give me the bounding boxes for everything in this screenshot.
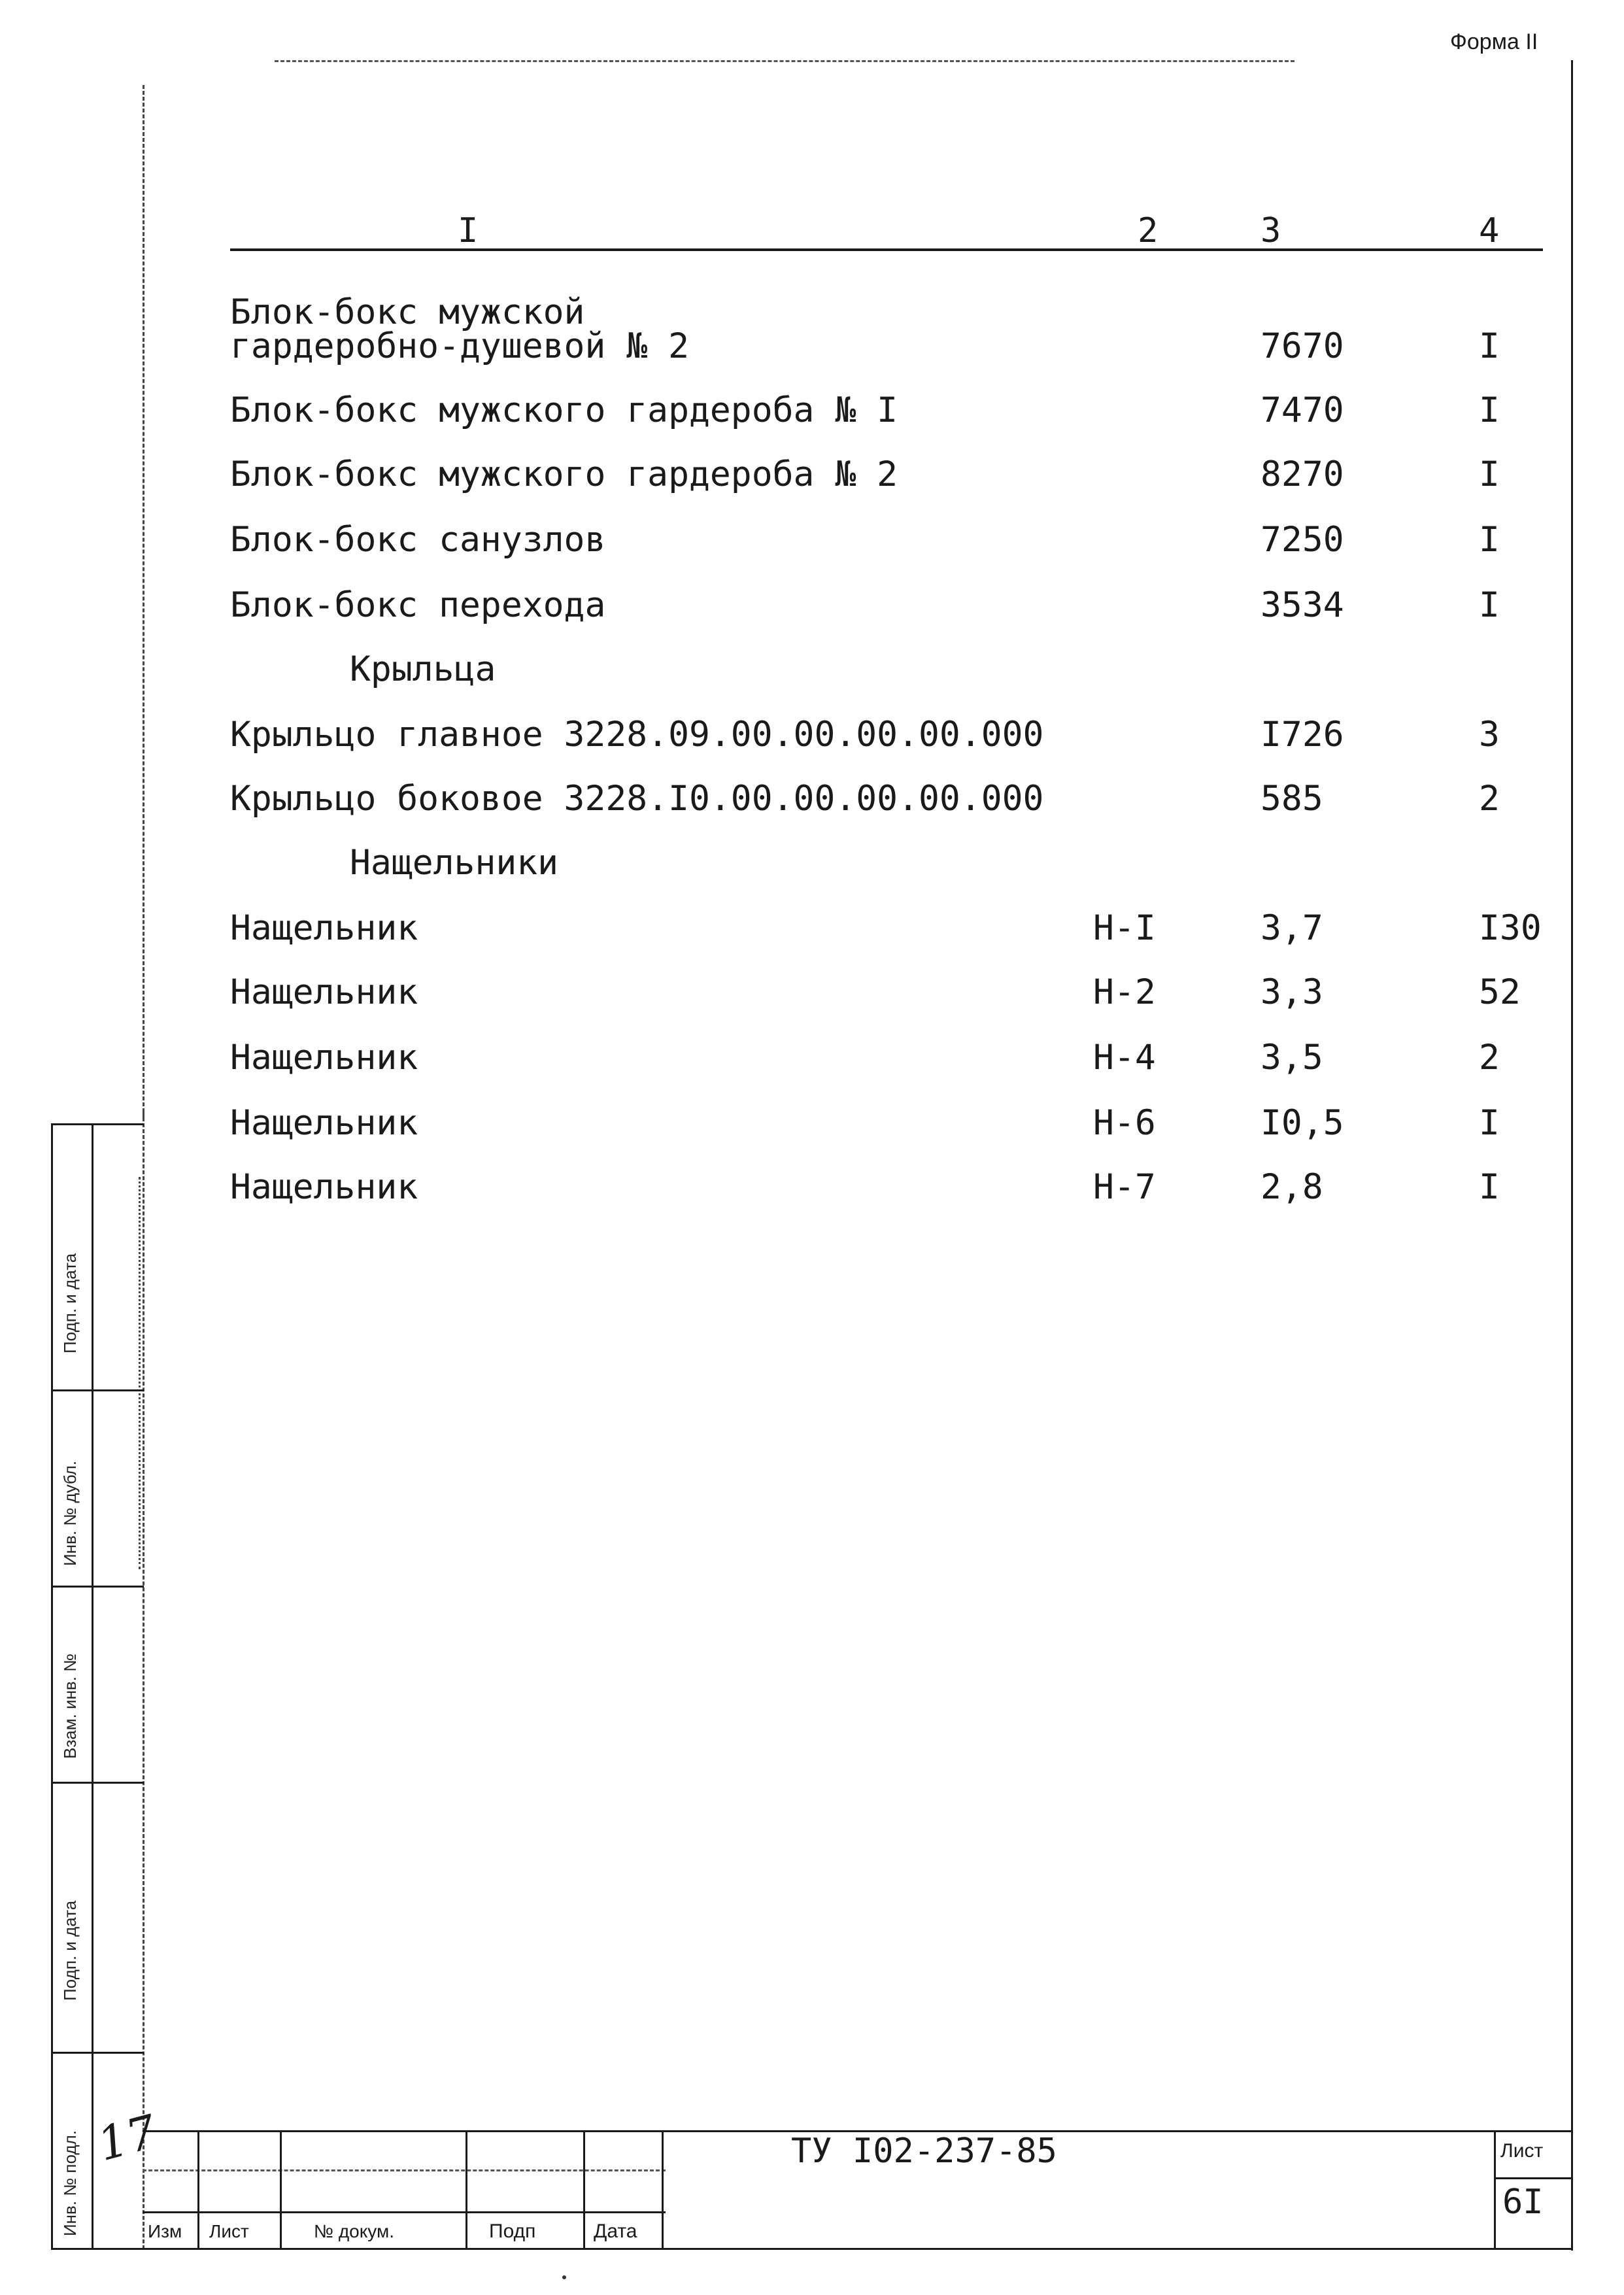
side-stamp-divider	[51, 1123, 144, 1125]
row-mark: Н-7	[1093, 1167, 1156, 1207]
sheet-number: 6I	[1502, 2183, 1544, 2222]
row-name: Нащельник	[230, 972, 418, 1012]
form-label: Форма II	[1450, 29, 1538, 54]
row-qty: 52	[1479, 972, 1521, 1012]
title-block-col-sep	[583, 2130, 585, 2248]
row-qty: I	[1479, 520, 1500, 560]
row-mass: 7470	[1260, 390, 1344, 430]
row-qty: I	[1479, 454, 1500, 494]
row-name: Нащельник	[230, 1167, 418, 1207]
sheet-label: Лист	[1500, 2140, 1544, 2162]
row-mark: Н-2	[1093, 972, 1156, 1012]
col-label-change: Изм	[148, 2221, 182, 2241]
sheet-cell-rule	[1494, 2177, 1572, 2179]
title-block-col-sep	[1494, 2130, 1496, 2248]
side-label-dup-inv: Инв. № дубл.	[60, 1460, 80, 1566]
section-heading: Крыльца	[350, 649, 496, 689]
row-mass: 7670	[1260, 326, 1344, 366]
header-rule	[230, 248, 1543, 251]
margin-dots	[139, 1177, 141, 1569]
row-mass: 585	[1260, 779, 1323, 819]
row-qty: I	[1479, 1103, 1500, 1143]
side-stamp-divider	[51, 2052, 144, 2054]
section-heading: Нащельники	[350, 843, 559, 883]
side-stamp-divider	[51, 1782, 144, 1784]
header-col-1: I	[458, 211, 479, 250]
row-mass: 3,3	[1260, 972, 1323, 1012]
header-col-3: 3	[1260, 211, 1281, 250]
header-col-4: 4	[1479, 211, 1500, 250]
row-mass: 7250	[1260, 520, 1344, 560]
side-stamp-divider	[51, 1389, 144, 1391]
row-mass: 3,7	[1260, 908, 1323, 948]
title-block-col-sep	[465, 2130, 467, 2248]
row-qty: I	[1479, 326, 1500, 366]
row-mark: Н-I	[1093, 908, 1156, 948]
col-label-sheet: Лист	[209, 2221, 249, 2241]
frame-top-border	[275, 60, 1294, 62]
frame-left-border-lower	[143, 1112, 144, 2249]
title-block-label-rule	[143, 2211, 666, 2213]
frame-right-border	[1571, 60, 1573, 2251]
row-name: Блок-бокс мужского гардероба № 2	[230, 454, 898, 494]
title-block-col-sep	[280, 2130, 282, 2248]
row-mass: 2,8	[1260, 1167, 1323, 1207]
row-qty: 2	[1479, 779, 1500, 819]
row-name-line2: гардеробно-душевой № 2	[230, 326, 689, 366]
document-code: ТУ I02-237-85	[791, 2132, 1057, 2171]
row-mass: 8270	[1260, 454, 1344, 494]
side-stamp-inner-line	[92, 1123, 93, 2249]
row-name-line1: Блок-бокс мужской	[230, 292, 585, 332]
row-qty: I	[1479, 585, 1500, 625]
row-qty: I	[1479, 390, 1500, 430]
stray-dot	[562, 2275, 566, 2279]
row-name: Крыльцо главное 3228.09.00.00.00.00.000	[230, 715, 1044, 755]
side-stamp-divider	[51, 2248, 144, 2250]
row-mark: Н-6	[1093, 1103, 1156, 1143]
row-mass: I726	[1260, 715, 1344, 755]
row-mass: 3,5	[1260, 1038, 1323, 1078]
title-block-row-rule	[143, 2169, 666, 2171]
row-name: Блок-бокс перехода	[230, 585, 606, 625]
col-label-doc-no: № докум.	[314, 2221, 395, 2241]
header-col-2: 2	[1138, 211, 1159, 250]
title-block-bottom-rule	[143, 2248, 1573, 2250]
row-name: Блок-бокс санузлов	[230, 520, 606, 560]
row-name: Нащельник	[230, 1103, 418, 1143]
frame-left-dashed-border	[143, 85, 144, 1118]
row-name: Нащельник	[230, 908, 418, 948]
col-label-signature: Подп	[489, 2220, 536, 2242]
side-label-sign-date: Подп. и дата	[60, 1253, 80, 1353]
col-label-date: Дата	[594, 2220, 637, 2242]
row-qty: I30	[1479, 908, 1542, 948]
row-mass: 3534	[1260, 585, 1344, 625]
side-label-sign-date-2: Подп. и дата	[60, 1900, 80, 2001]
title-block-col-sep	[197, 2130, 199, 2248]
row-qty: 2	[1479, 1038, 1500, 1078]
row-name: Крыльцо боковое 3228.I0.00.00.00.00.000	[230, 779, 1044, 819]
side-stamp-divider	[51, 1586, 144, 1588]
handwritten-number: 17	[92, 2104, 163, 2172]
row-name: Блок-бокс мужского гардероба № I	[230, 390, 898, 430]
side-stamp-outer-line	[51, 1123, 53, 2249]
row-mark: Н-4	[1093, 1038, 1156, 1078]
title-block-col-sep	[662, 2130, 664, 2248]
row-qty: 3	[1479, 715, 1500, 755]
row-name: Нащельник	[230, 1038, 418, 1078]
side-label-orig-inv: Инв. № подл.	[60, 2130, 80, 2236]
row-qty: I	[1479, 1167, 1500, 1207]
side-label-replace-inv: Взам. инв. №	[60, 1653, 80, 1759]
row-mass: I0,5	[1260, 1103, 1344, 1143]
